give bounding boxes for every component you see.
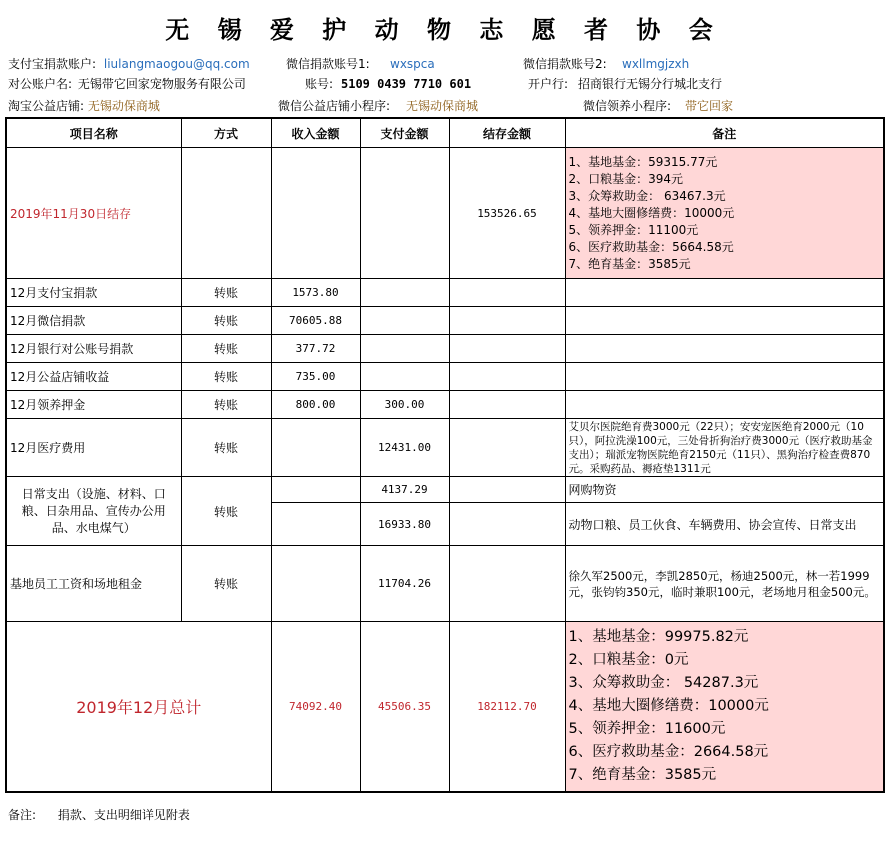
table-row-shop — [6, 363, 884, 391]
header-income: 收入金额 — [271, 118, 360, 148]
wages-name: 基地员工工资和场地租金 — [6, 546, 181, 622]
bank-name: 招商银行无锡分行城北支行 — [578, 77, 723, 91]
wages-expense: 11704.26 — [360, 546, 449, 622]
table-row-wages — [6, 546, 884, 622]
wxshop-name: 无锡动保商城 — [406, 99, 479, 113]
header-expense: 支付金额 — [360, 118, 449, 148]
table-row-wechat — [6, 307, 884, 335]
opening-note-6: 6、医疗救助基金：5664.58元 — [568, 239, 734, 254]
opening-note-5: 5、领养押金：11100元 — [568, 222, 699, 237]
wechat1-account: wxspca — [390, 57, 435, 71]
footer-note — [8, 806, 190, 823]
total-note-4: 4、基地大圈修缮费：10000元 — [568, 697, 769, 714]
total-expense: 45506.35 — [360, 622, 449, 792]
wxshop-label: 微信公益店铺小程序: — [278, 99, 391, 113]
deposit-name: 12月领养押金 — [6, 391, 181, 419]
acct-number: 5109 0439 7710 601 — [341, 77, 472, 91]
table-row-total — [6, 622, 884, 792]
taobao-label: 淘宝公益店铺: — [8, 99, 85, 113]
opening-name: 2019年11月30日结存 — [6, 148, 181, 279]
opening-notes — [565, 148, 884, 279]
header-item-name: 项目名称 — [6, 118, 181, 148]
daily-expense-1: 4137.29 — [360, 477, 449, 503]
daily-name: 日常支出（设施、材料、口粮、日杂用品、宣传办公用品、水电煤气） — [6, 477, 181, 546]
taobao-shop: 无锡动保商城 — [87, 99, 160, 113]
adopt-label: 微信领养小程序: — [583, 99, 672, 113]
alipay-income: 1573.80 — [271, 279, 360, 307]
table-row-opening — [6, 148, 884, 279]
bank-label: 开户行: — [528, 77, 569, 91]
table-row-daily-1 — [6, 477, 884, 503]
corp-label: 对公账户名: — [8, 77, 73, 91]
opening-note-2: 2、口粮基金：394元 — [568, 171, 684, 186]
footer-label: 备注: — [8, 808, 37, 822]
total-note-2: 2、口粮基金：0元 — [568, 651, 689, 668]
medical-name: 12月医疗费用 — [6, 419, 181, 477]
total-note-5: 5、领养押金：11600元 — [568, 720, 726, 737]
info-row-3 — [8, 97, 734, 115]
total-name: 2019年12月总计 — [6, 622, 271, 792]
total-note-6: 6、医疗救助基金：2664.58元 — [568, 743, 769, 760]
wechat-method: 转账 — [181, 307, 271, 335]
wages-method: 转账 — [181, 546, 271, 622]
table-row-bank — [6, 335, 884, 363]
footer-text: 捐款、支出明细详见附表 — [57, 808, 190, 822]
acct-label: 账号: — [305, 77, 334, 91]
wechat2-label: 微信捐款账号2: — [523, 57, 607, 71]
shop-income: 735.00 — [271, 363, 360, 391]
table-header-row — [6, 118, 884, 148]
wechat1-label: 微信捐款账号1: — [286, 57, 370, 71]
daily-note-1: 网购物资 — [565, 477, 884, 503]
opening-note-3: 3、众筹救助金： 63467.3元 — [568, 188, 726, 203]
table-row-deposit — [6, 391, 884, 419]
total-note-7: 7、绝育基金：3585元 — [568, 766, 717, 783]
bank-method: 转账 — [181, 335, 271, 363]
deposit-expense: 300.00 — [360, 391, 449, 419]
medical-expense: 12431.00 — [360, 419, 449, 477]
wechat-name: 12月微信捐款 — [6, 307, 181, 335]
bank-income: 377.72 — [271, 335, 360, 363]
total-income: 74092.40 — [271, 622, 360, 792]
opening-note-7: 7、绝育基金：3585元 — [568, 256, 691, 271]
daily-method: 转账 — [181, 477, 271, 546]
total-note-1: 1、基地基金：99975.82元 — [568, 628, 749, 645]
header-balance: 结存金额 — [449, 118, 565, 148]
opening-note-4: 4、基地大圈修缮费：10000元 — [568, 205, 735, 220]
page-title: 无 锡 爱 护 动 物 志 愿 者 协 会 — [165, 15, 723, 44]
deposit-income: 800.00 — [271, 391, 360, 419]
medical-method: 转账 — [181, 419, 271, 477]
daily-expense-2: 16933.80 — [360, 503, 449, 546]
daily-note-2: 动物口粮、员工伙食、车辆费用、协会宣传、日常支出 — [565, 503, 884, 546]
finance-table — [5, 117, 885, 793]
shop-name: 12月公益店铺收益 — [6, 363, 181, 391]
alipay-method: 转账 — [181, 279, 271, 307]
shop-method: 转账 — [181, 363, 271, 391]
bank-name-cell: 12月银行对公账号捐款 — [6, 335, 181, 363]
alipay-label: 支付宝捐款账户: — [8, 57, 97, 71]
alipay-name: 12月支付宝捐款 — [6, 279, 181, 307]
wages-note: 徐久军2500元，李凯2850元，杨迪2500元，林一若1999元，张钧钧350元，临时兼职100元，老场地月租金500元。 — [565, 546, 884, 622]
info-row-1 — [8, 55, 690, 73]
info-row-2 — [8, 75, 723, 93]
total-notes — [565, 622, 884, 792]
header-method: 方式 — [181, 118, 271, 148]
wechat-income: 70605.88 — [271, 307, 360, 335]
medical-note: 艾贝尔医院绝育费3000元（22只）；安安宠医绝育2000元（10只），阿拉洗澡100元，三处骨折狗治疗费3000元（医疗救助基金支出）；瑞派宠物医院绝育2150元（11只）、黑狗治疗检查费870元。采购药品、褥疮垫1311元 — [565, 419, 884, 477]
total-note-3: 3、众筹救助金： 54287.3元 — [568, 674, 759, 691]
opening-note-1: 1、基地基金：59315.77元 — [568, 154, 718, 169]
corp-account-name: 无锡带它回家宠物服务有限公司 — [77, 77, 246, 91]
alipay-account: liulangmaogou@qq.com — [103, 57, 250, 71]
wechat2-account: wxllmgjzxh — [622, 57, 690, 71]
table-row-alipay — [6, 279, 884, 307]
table-row-medical — [6, 419, 884, 477]
adopt-name: 带它回家 — [685, 99, 734, 113]
opening-balance: 153526.65 — [449, 148, 565, 279]
deposit-method: 转账 — [181, 391, 271, 419]
total-balance: 182112.70 — [449, 622, 565, 792]
header-notes: 备注 — [565, 118, 884, 148]
